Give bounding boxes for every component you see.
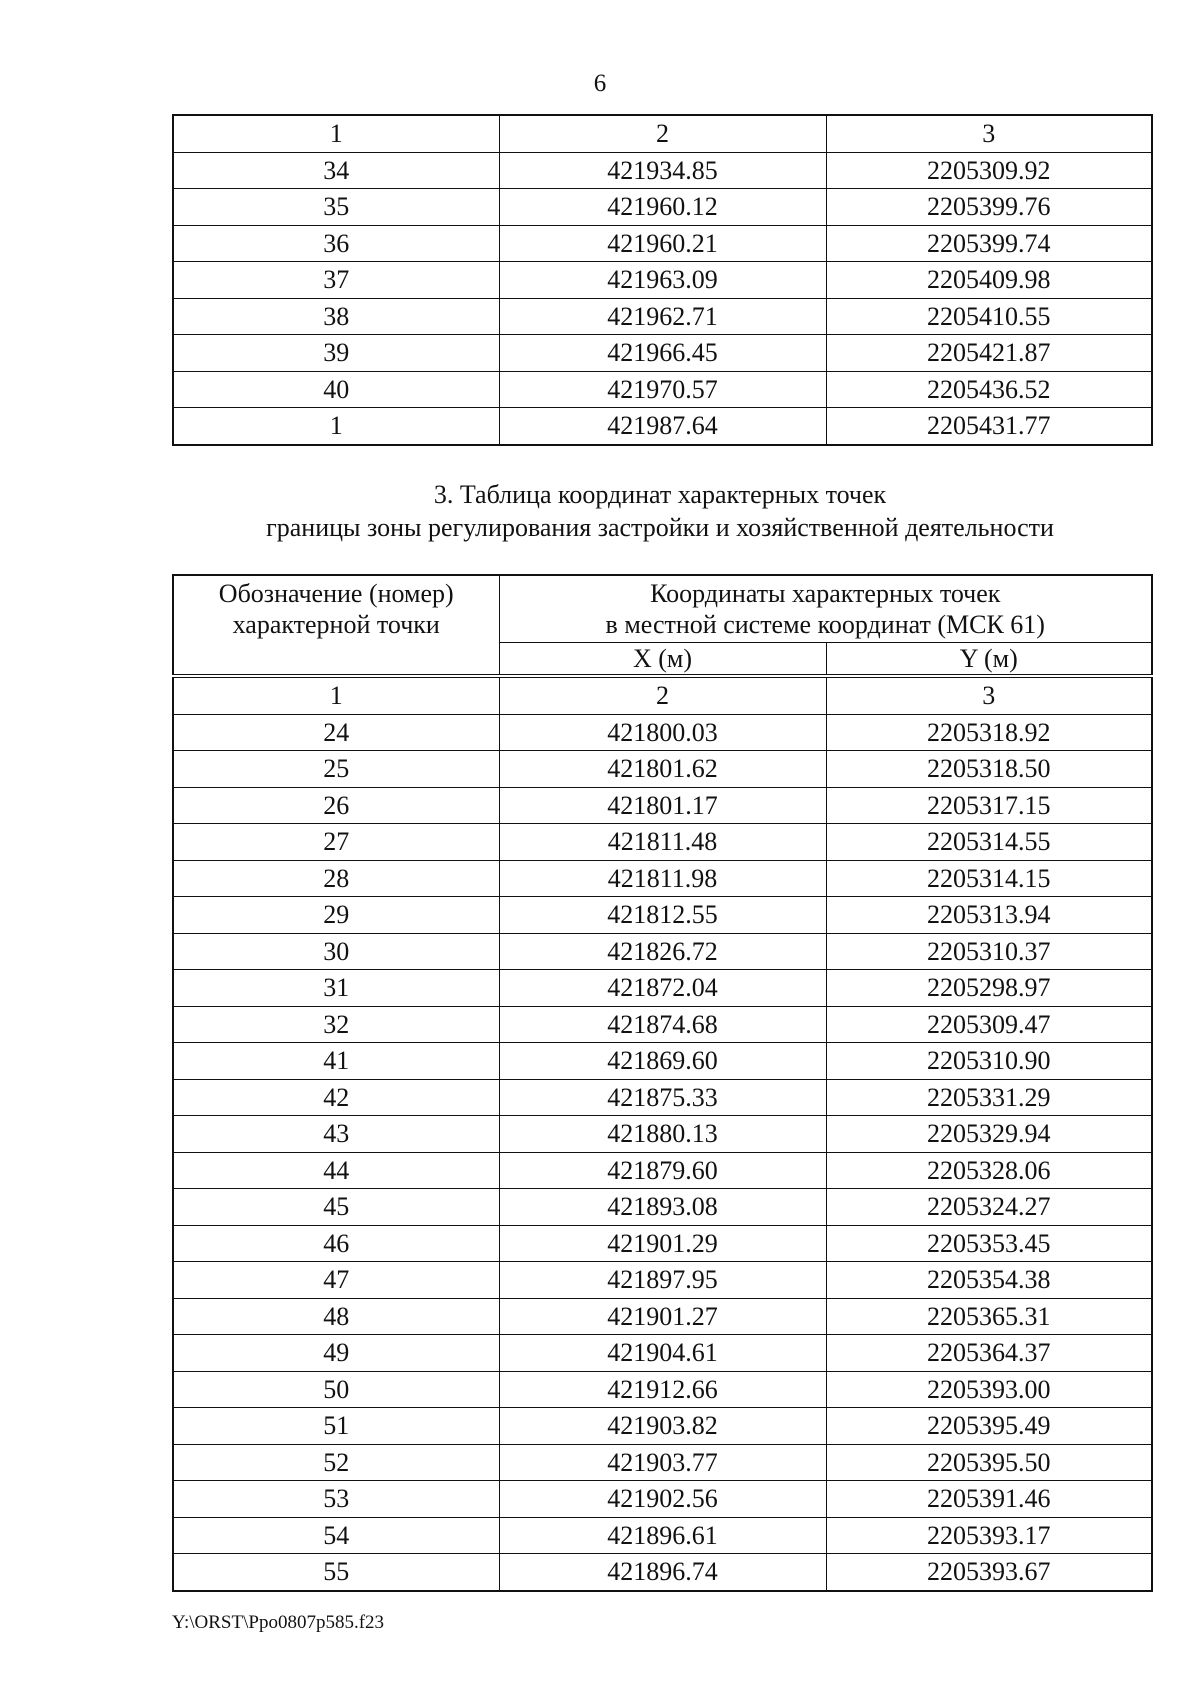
point-number-cell: 52 <box>173 1444 499 1481</box>
x-coordinate-cell: 421896.61 <box>499 1517 826 1554</box>
point-number-cell: 50 <box>173 1371 499 1408</box>
table-row <box>173 1189 1152 1226</box>
point-number-cell: 28 <box>173 860 499 897</box>
point-number-cell: 43 <box>173 1116 499 1153</box>
y-coordinate-cell: 2205314.15 <box>826 860 1152 897</box>
x-coordinate-cell: 421874.68 <box>499 1006 826 1043</box>
point-designation-header-line-1: Обозначение (номер) <box>218 579 454 608</box>
table-row <box>173 933 1152 970</box>
column-number-cell: 1 <box>173 676 499 714</box>
point-number-cell: 32 <box>173 1006 499 1043</box>
point-number-cell: 47 <box>173 1262 499 1299</box>
y-coordinate-cell: 2205393.17 <box>826 1517 1152 1554</box>
table-row <box>173 1517 1152 1554</box>
point-number-cell: 42 <box>173 1079 499 1116</box>
y-coordinate-cell: 2205298.97 <box>826 970 1152 1007</box>
point-number-cell: 45 <box>173 1189 499 1226</box>
x-coordinate-cell: 421903.82 <box>499 1408 826 1445</box>
x-column-header: X (м) <box>499 643 826 677</box>
y-coordinate-cell: 2205395.50 <box>826 1444 1152 1481</box>
y-coordinate-cell: 2205354.38 <box>826 1262 1152 1299</box>
y-coordinate-cell: 2205309.92 <box>826 152 1152 189</box>
x-coordinate-cell: 421875.33 <box>499 1079 826 1116</box>
table-row <box>173 225 1152 262</box>
x-coordinate-cell: 421987.64 <box>499 408 826 445</box>
point-number-cell: 54 <box>173 1517 499 1554</box>
table-row <box>173 1371 1152 1408</box>
y-coordinate-cell: 2205364.37 <box>826 1335 1152 1372</box>
point-number-cell: 1 <box>173 408 499 445</box>
table-row <box>173 970 1152 1007</box>
table-row <box>173 787 1152 824</box>
table-row <box>173 1298 1152 1335</box>
table-row <box>173 1444 1152 1481</box>
x-coordinate-cell: 421960.21 <box>499 225 826 262</box>
table-row <box>173 1116 1152 1153</box>
x-coordinate-cell: 421811.48 <box>499 824 826 861</box>
y-coordinate-cell: 2205318.50 <box>826 751 1152 788</box>
y-coordinate-cell: 2205324.27 <box>826 1189 1152 1226</box>
section-title-line-1: 3. Таблица координат характерных точек <box>433 480 887 509</box>
table-row <box>173 371 1152 408</box>
table-row <box>173 1481 1152 1518</box>
y-coordinate-cell: 2205393.00 <box>826 1371 1152 1408</box>
point-number-cell: 37 <box>173 262 499 299</box>
point-number-cell: 31 <box>173 970 499 1007</box>
point-number-cell: 27 <box>173 824 499 861</box>
point-number-cell: 55 <box>173 1554 499 1591</box>
y-coordinate-cell: 2205310.37 <box>826 933 1152 970</box>
y-coordinate-cell: 2205318.92 <box>826 714 1152 751</box>
x-coordinate-cell: 421897.95 <box>499 1262 826 1299</box>
y-coordinate-cell: 2205331.29 <box>826 1079 1152 1116</box>
point-number-cell: 38 <box>173 298 499 335</box>
table-row <box>173 860 1152 897</box>
x-coordinate-cell: 421869.60 <box>499 1043 826 1080</box>
section-title <box>0 478 1200 544</box>
y-coordinate-cell: 2205309.47 <box>826 1006 1152 1043</box>
x-coordinate-cell: 421901.29 <box>499 1225 826 1262</box>
point-number-cell: 40 <box>173 371 499 408</box>
x-coordinate-cell: 421904.61 <box>499 1335 826 1372</box>
coordinates-header-line-2: в местной системе координат (МСК 61) <box>605 610 1045 639</box>
table-row <box>173 1006 1152 1043</box>
x-coordinate-cell: 421902.56 <box>499 1481 826 1518</box>
table-row <box>173 1408 1152 1445</box>
table-body <box>173 714 1152 1591</box>
y-coordinate-cell: 2205421.87 <box>826 335 1152 372</box>
y-coordinate-cell: 2205329.94 <box>826 1116 1152 1153</box>
y-coordinate-cell: 2205395.49 <box>826 1408 1152 1445</box>
point-number-cell: 34 <box>173 152 499 189</box>
column-number-cell: 3 <box>826 676 1152 714</box>
table-row <box>173 1225 1152 1262</box>
table-row <box>173 1554 1152 1591</box>
table-row <box>173 262 1152 299</box>
point-number-cell: 36 <box>173 225 499 262</box>
point-number-cell: 35 <box>173 189 499 226</box>
coordinates-header-line-1: Координаты характерных точек <box>650 579 1001 608</box>
x-coordinate-cell: 421912.66 <box>499 1371 826 1408</box>
y-column-header: Y (м) <box>826 643 1152 677</box>
table-row <box>173 1262 1152 1299</box>
table-row <box>173 751 1152 788</box>
x-coordinate-cell: 421801.17 <box>499 787 826 824</box>
y-coordinate-cell: 2205399.74 <box>826 225 1152 262</box>
point-number-cell: 29 <box>173 897 499 934</box>
y-coordinate-cell: 2205313.94 <box>826 897 1152 934</box>
point-number-cell: 48 <box>173 1298 499 1335</box>
x-coordinate-cell: 421966.45 <box>499 335 826 372</box>
point-number-cell: 41 <box>173 1043 499 1080</box>
x-coordinate-cell: 421901.27 <box>499 1298 826 1335</box>
point-number-cell: 25 <box>173 751 499 788</box>
table-row <box>173 1335 1152 1372</box>
y-coordinate-cell: 2205410.55 <box>826 298 1152 335</box>
x-coordinate-cell: 421893.08 <box>499 1189 826 1226</box>
table-row <box>173 1152 1152 1189</box>
table-row <box>173 152 1152 189</box>
point-number-cell: 26 <box>173 787 499 824</box>
table-row <box>173 714 1152 751</box>
table-header-row <box>173 115 1152 152</box>
point-number-cell: 49 <box>173 1335 499 1372</box>
table-numbering-row <box>173 676 1152 714</box>
y-coordinate-cell: 2205393.67 <box>826 1554 1152 1591</box>
point-number-cell: 24 <box>173 714 499 751</box>
coordinates-header <box>499 575 1152 643</box>
x-coordinate-cell: 421801.62 <box>499 751 826 788</box>
x-coordinate-cell: 421879.60 <box>499 1152 826 1189</box>
point-designation-header <box>173 575 499 676</box>
column-number-cell: 1 <box>173 115 499 152</box>
y-coordinate-cell: 2205310.90 <box>826 1043 1152 1080</box>
y-coordinate-cell: 2205317.15 <box>826 787 1152 824</box>
x-coordinate-cell: 421960.12 <box>499 189 826 226</box>
point-designation-header-line-2: характерной точки <box>232 610 440 639</box>
point-number-cell: 30 <box>173 933 499 970</box>
table-row <box>173 897 1152 934</box>
file-path-footer: Y:\ORST\Ppo0807p585.f23 <box>172 1612 385 1633</box>
x-coordinate-cell: 421811.98 <box>499 860 826 897</box>
point-number-cell: 46 <box>173 1225 499 1262</box>
x-coordinate-cell: 421880.13 <box>499 1116 826 1153</box>
y-coordinate-cell: 2205399.76 <box>826 189 1152 226</box>
column-number-cell: 3 <box>826 115 1152 152</box>
x-coordinate-cell: 421962.71 <box>499 298 826 335</box>
y-coordinate-cell: 2205314.55 <box>826 824 1152 861</box>
table-row <box>173 1043 1152 1080</box>
page-number: 6 <box>593 70 607 97</box>
y-coordinate-cell: 2205328.06 <box>826 1152 1152 1189</box>
y-coordinate-cell: 2205409.98 <box>826 262 1152 299</box>
table-row <box>173 408 1152 445</box>
zone-boundary-coordinates-table <box>172 574 1153 1592</box>
table-row <box>173 824 1152 861</box>
column-number-cell: 2 <box>499 115 826 152</box>
x-coordinate-cell: 421896.74 <box>499 1554 826 1591</box>
table-row <box>173 1079 1152 1116</box>
y-coordinate-cell: 2205365.31 <box>826 1298 1152 1335</box>
x-coordinate-cell: 421800.03 <box>499 714 826 751</box>
point-number-cell: 51 <box>173 1408 499 1445</box>
x-coordinate-cell: 421903.77 <box>499 1444 826 1481</box>
point-number-cell: 53 <box>173 1481 499 1518</box>
coordinates-table-continued <box>172 114 1153 446</box>
x-coordinate-cell: 421934.85 <box>499 152 826 189</box>
y-coordinate-cell: 2205391.46 <box>826 1481 1152 1518</box>
y-coordinate-cell: 2205353.45 <box>826 1225 1152 1262</box>
y-coordinate-cell: 2205431.77 <box>826 408 1152 445</box>
x-coordinate-cell: 421970.57 <box>499 371 826 408</box>
x-coordinate-cell: 421963.09 <box>499 262 826 299</box>
x-coordinate-cell: 421826.72 <box>499 933 826 970</box>
point-number-cell: 39 <box>173 335 499 372</box>
column-number-cell: 2 <box>499 676 826 714</box>
x-coordinate-cell: 421872.04 <box>499 970 826 1007</box>
table-row <box>173 298 1152 335</box>
point-number-cell: 44 <box>173 1152 499 1189</box>
y-coordinate-cell: 2205436.52 <box>826 371 1152 408</box>
table-row <box>173 189 1152 226</box>
section-title-line-2: границы зоны регулирования застройки и хозяйственной деятельности <box>266 513 1054 542</box>
table-row <box>173 335 1152 372</box>
table-body <box>173 152 1152 445</box>
x-coordinate-cell: 421812.55 <box>499 897 826 934</box>
